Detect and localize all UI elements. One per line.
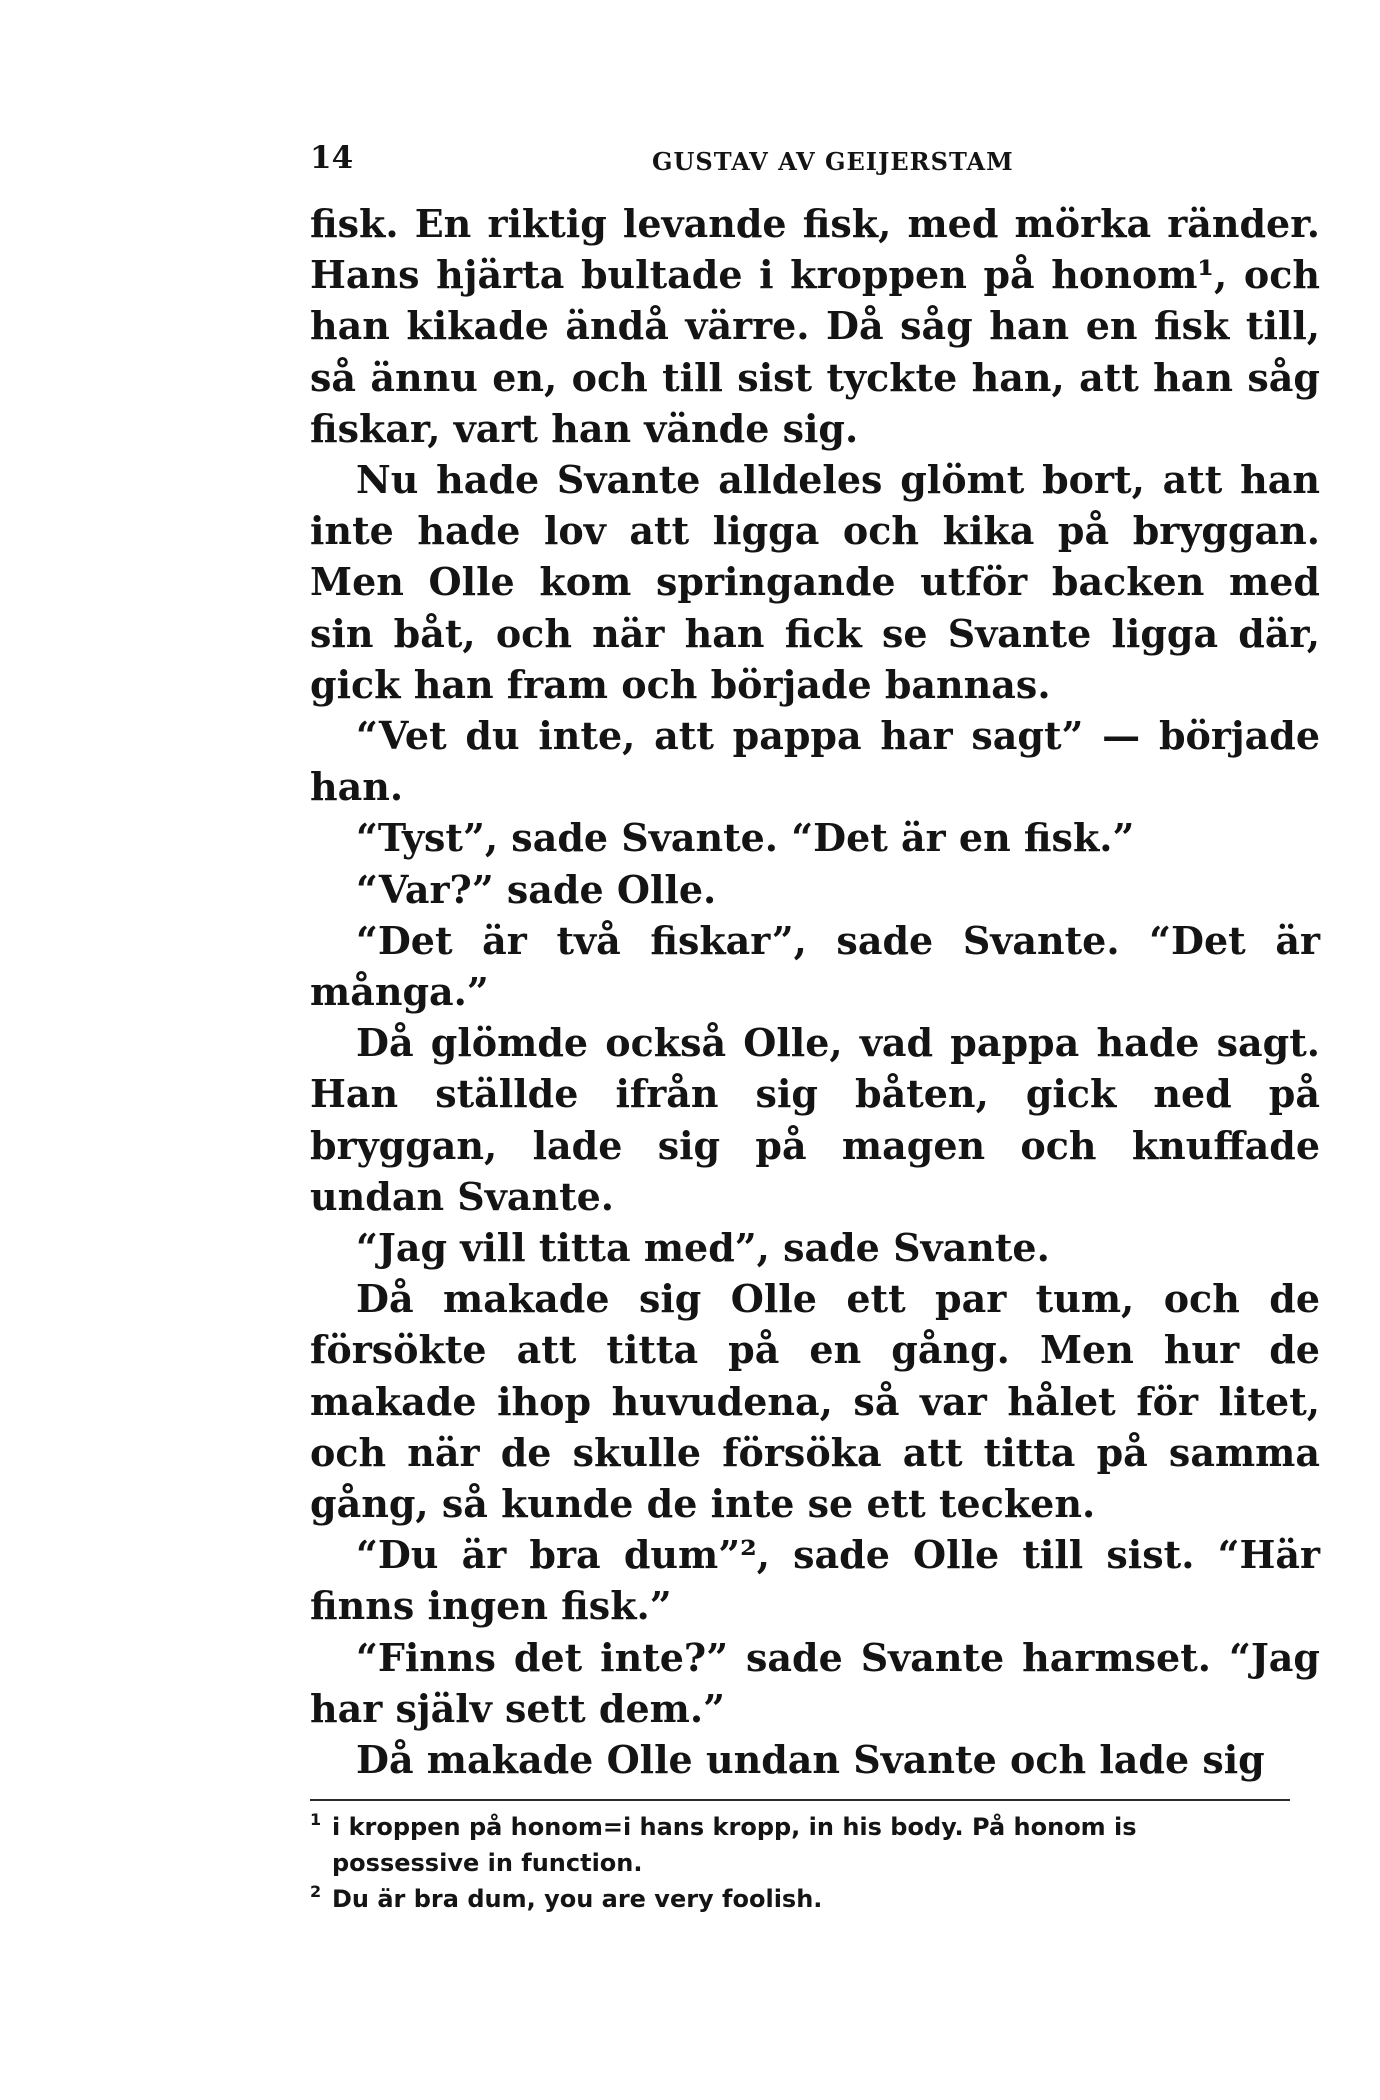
paragraph: Då makade sig Olle ett par tum, och de försökte att titta på en gång. Men hur de makade ihop huvudena, så var hålet för litet, och när de skulle försöka att titta på samma gång, så kunde de inte se ett tecken. — [310, 1276, 1320, 1527]
body-text — [310, 198, 1320, 1785]
footnote-marker: 2 — [310, 1882, 322, 1902]
paragraph: “Var?” sade Olle. — [356, 866, 717, 912]
paragraph: Då makade Olle undan Svante och lade sig — [356, 1737, 1265, 1783]
footnotes — [310, 1809, 1320, 1917]
running-head — [310, 140, 1320, 180]
paragraph: “Vet du inte, att pappa har sagt” — började han. — [310, 713, 1320, 810]
footnote — [310, 1809, 1280, 1881]
paragraph: “Tyst”, sade Svante. “Det är en fisk.” — [356, 815, 1135, 861]
footnote-divider — [310, 1799, 1290, 1801]
page-number: 14 — [310, 140, 354, 176]
running-title: GUSTAV AV GEIJERSTAM — [652, 147, 1014, 176]
paragraph: “Det är två fiskar”, sade Svante. “Det är många.” — [310, 917, 1320, 1015]
footnote — [310, 1881, 1280, 1917]
paragraph: “Du är bra dum”², sade Olle till sist. “Här finns ingen fisk.” — [310, 1532, 1320, 1629]
paragraph: Nu hade Svante alldeles glömt bort, att han inte hade lov att ligga och kika på bryggan. Men Olle kom springande utför backen med sin båt, och när han fick se Svante ligga där, gick han fram och började bannas. — [310, 457, 1320, 707]
paragraph: “Finns det inte?” sade Svante harmset. “Jag har själv sett dem.” — [310, 1634, 1320, 1731]
paragraph: fisk. En riktig levande fisk, med mörka ränder. Hans hjärta bultade i kroppen på honom¹, och han kikade ändå värre. Då såg han en fisk till, så ännu en, och till sist tyckte han, att han såg fiskar, vart han vände sig. — [310, 201, 1320, 451]
paragraph: “Jag vill titta med”, sade Svante. — [356, 1225, 1050, 1271]
footnote-text: i kroppen på honom=i hans kropp, in his body. På honom is possessive in function. — [332, 1813, 1137, 1878]
book-page — [310, 140, 1320, 1917]
footnote-text: Du är bra dum, you are very foolish. — [332, 1885, 823, 1914]
paragraph: Då glömde också Olle, vad pappa hade sagt. Han ställde ifrån sig båten, gick ned på bryggan, lade sig på magen och knuffade undan Svante. — [310, 1020, 1320, 1219]
footnote-marker: 1 — [310, 1810, 322, 1830]
